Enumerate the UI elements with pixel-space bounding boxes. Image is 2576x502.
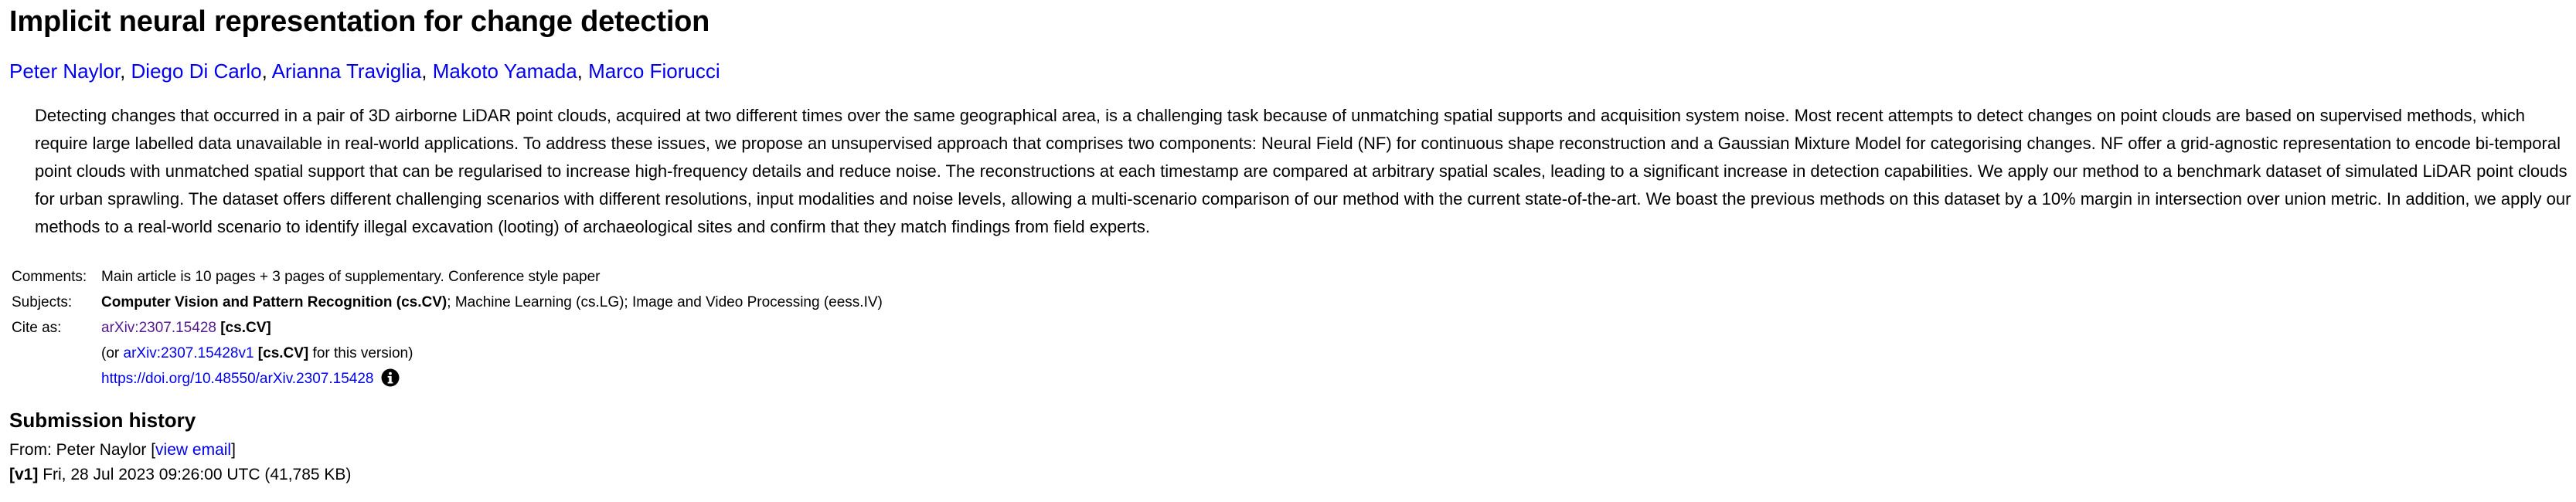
version-detail: Fri, 28 Jul 2023 09:26:00 UTC (41,785 KB)	[38, 466, 352, 483]
submitter-suffix: ]	[231, 441, 236, 459]
comments-row	[9, 264, 883, 290]
author-separator: ,	[120, 59, 131, 83]
submitter-prefix: From: Peter Naylor [	[9, 441, 156, 459]
author-link[interactable]: Arianna Traviglia	[271, 59, 422, 83]
submission-history	[9, 438, 2567, 487]
author-separator: ,	[261, 59, 272, 83]
author-link[interactable]: Diego Di Carlo	[131, 59, 262, 83]
cite-version-suffix: for this version)	[308, 345, 413, 361]
author-link[interactable]: Marco Fiorucci	[588, 59, 720, 83]
cite-version-value	[101, 341, 883, 366]
doi-value	[101, 366, 883, 392]
cite-value	[101, 315, 883, 341]
cite-class: [cs.CV]	[220, 320, 271, 336]
cite-version-class: [cs.CV]	[257, 345, 309, 361]
version-tag: [v1]	[9, 466, 39, 483]
arxiv-id-link[interactable]: arXiv:2307.15428	[101, 320, 216, 336]
author-link[interactable]: Makoto Yamada	[432, 59, 577, 83]
author-link[interactable]: Peter Naylor	[9, 59, 121, 83]
view-email-link[interactable]: view email	[155, 441, 232, 459]
arxiv-version-link[interactable]: arXiv:2307.15428v1	[123, 345, 254, 361]
paper-abstract-page	[9, 0, 2571, 487]
subjects-row	[9, 290, 883, 315]
paper-title: Implicit neural representation for change detection	[9, 5, 710, 38]
submitter-line	[9, 438, 2567, 463]
comments-value: Main article is 10 pages + 3 pages of supplementary. Conference style paper	[101, 269, 601, 285]
metadata-table	[9, 264, 883, 392]
info-circle-icon[interactable]	[381, 368, 400, 387]
cite-row	[9, 315, 883, 341]
author-separator: ,	[577, 59, 589, 83]
doi-row	[9, 366, 883, 392]
cite-or-prefix: (or	[101, 345, 124, 361]
subjects-label: Subjects:	[12, 294, 73, 310]
doi-link[interactable]: https://doi.org/10.48550/arXiv.2307.15428	[101, 371, 374, 387]
comments-label: Comments:	[12, 269, 87, 285]
abstract-text: Detecting changes that occurred in a pair of 3D airborne LiDAR point clouds, acquired at two different times over the same geographical area, is a challenging task because of unmatching spatial supports and acquisition system noise. Most recent attempts to detect changes on point clouds are based on supervised methods, which require large labelled data unavailable in real-world applications. To address these issues, we propose an unsupervised approach that comprises two components: Neural Field (NF) for continuous shape reconstruction and a Gaussian Mixture Model for categorising changes. NF offer a grid-agnostic representation to encode bi-temporal point clouds with unmatched spatial support that can be regularised to increase high-frequency details and reduce noise. The reconstructions at each timestamp are compared at arbitrary spatial scales, leading to a significant increase in detection capabilities. We apply our method to a benchmark dataset of simulated LiDAR point clouds for urban sprawling. The dataset offers different challenging scenarios with different resolutions, input modalities and noise levels, allowing a multi-scenario comparison of our method with the current state-of-the-art. We boast the previous methods on this dataset by a 10% margin in intersection over union metric. In addition, we apply our methods to a real-world scenario to identify illegal excavation (looting) of archaeological sites and confirm that they match findings from field experts.	[35, 106, 2571, 236]
secondary-subjects: ; Machine Learning (cs.LG); Image and Video Processing (eess.IV)	[447, 294, 883, 310]
cite-version-row	[9, 341, 883, 366]
subjects-value	[101, 290, 883, 315]
author-separator: ,	[421, 59, 433, 83]
submission-history-heading: Submission history	[9, 409, 196, 432]
primary-subject: Computer Vision and Pattern Recognition (cs.CV)	[101, 294, 447, 310]
author-list	[9, 57, 2567, 85]
cite-label: Cite as:	[12, 320, 62, 336]
version-line	[9, 463, 2567, 487]
